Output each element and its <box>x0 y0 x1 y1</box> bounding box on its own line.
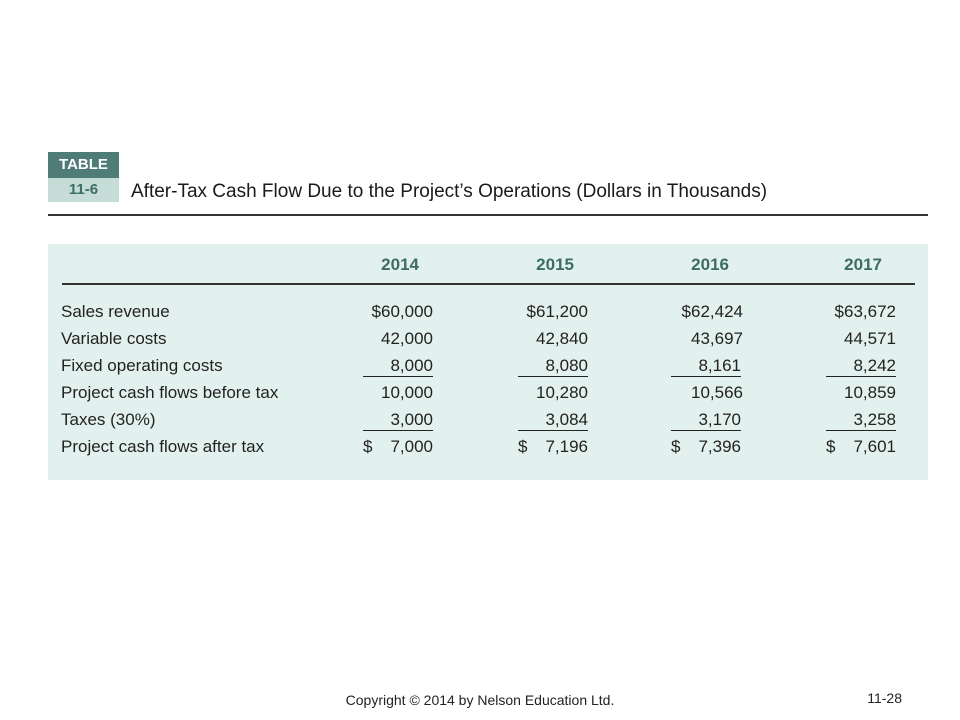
cell-fixed-costs-2017: 8,242 <box>826 356 896 377</box>
cell-before-tax-2015: 10,280 <box>536 383 588 402</box>
row-label-sales-revenue: Sales revenue <box>61 302 170 321</box>
row-label-variable-costs: Variable costs <box>61 329 167 348</box>
year-header-2017: 2017 <box>844 255 882 274</box>
cell-fixed-costs-2014: 8,000 <box>363 356 433 377</box>
header-divider <box>62 283 915 285</box>
copyright-notice: Copyright © 2014 by Nelson Education Ltd. <box>345 692 615 708</box>
cell-after-tax-2016 <box>671 437 741 457</box>
cell-sales-revenue-2015: $61,200 <box>526 302 588 321</box>
currency-symbol: $ <box>671 437 681 456</box>
title-divider <box>48 214 928 216</box>
cell-variable-costs-2016: 43,697 <box>691 329 743 348</box>
cell-before-tax-2016: 10,566 <box>691 383 743 402</box>
currency-symbol: $ <box>826 437 836 456</box>
year-header-2015: 2015 <box>536 255 574 274</box>
cell-value: 7,396 <box>698 437 741 456</box>
cell-after-tax-2015 <box>518 437 588 457</box>
cell-before-tax-2017: 10,859 <box>844 383 896 402</box>
cell-after-tax-2017 <box>826 437 896 457</box>
row-label-taxes: Taxes (30%) <box>61 410 156 429</box>
cell-variable-costs-2017: 44,571 <box>844 329 896 348</box>
cell-sales-revenue-2014: $60,000 <box>371 302 433 321</box>
cell-value: 7,196 <box>545 437 588 456</box>
cell-variable-costs-2015: 42,840 <box>536 329 588 348</box>
year-header-2016: 2016 <box>691 255 729 274</box>
cell-fixed-costs-2015: 8,080 <box>518 356 588 377</box>
cell-fixed-costs-2016: 8,161 <box>671 356 741 377</box>
page-number: 11-28 <box>867 690 902 706</box>
cell-sales-revenue-2017: $63,672 <box>834 302 896 321</box>
cell-value: 7,601 <box>853 437 896 456</box>
cell-taxes-2016: 3,170 <box>671 410 741 431</box>
currency-symbol: $ <box>363 437 373 456</box>
row-label-cash-flows-after-tax: Project cash flows after tax <box>61 437 265 456</box>
cell-taxes-2017: 3,258 <box>826 410 896 431</box>
cell-value: 7,000 <box>390 437 433 456</box>
cell-taxes-2014: 3,000 <box>363 410 433 431</box>
cell-taxes-2015: 3,084 <box>518 410 588 431</box>
currency-symbol: $ <box>518 437 528 456</box>
cell-sales-revenue-2016: $62,424 <box>681 302 743 321</box>
cell-variable-costs-2014: 42,000 <box>381 329 433 348</box>
row-label-cash-flows-before-tax: Project cash flows before tax <box>61 383 279 402</box>
table-number: 11-6 <box>48 178 119 202</box>
row-label-fixed-operating-costs: Fixed operating costs <box>61 356 223 375</box>
table-label: TABLE <box>48 152 119 178</box>
cell-after-tax-2014 <box>363 437 433 457</box>
table-title: After-Tax Cash Flow Due to the Project’s Operations (Dollars in Thousands) <box>131 181 768 202</box>
table-badge <box>48 152 119 202</box>
year-header-2014: 2014 <box>381 255 419 274</box>
cell-before-tax-2014: 10,000 <box>381 383 433 402</box>
